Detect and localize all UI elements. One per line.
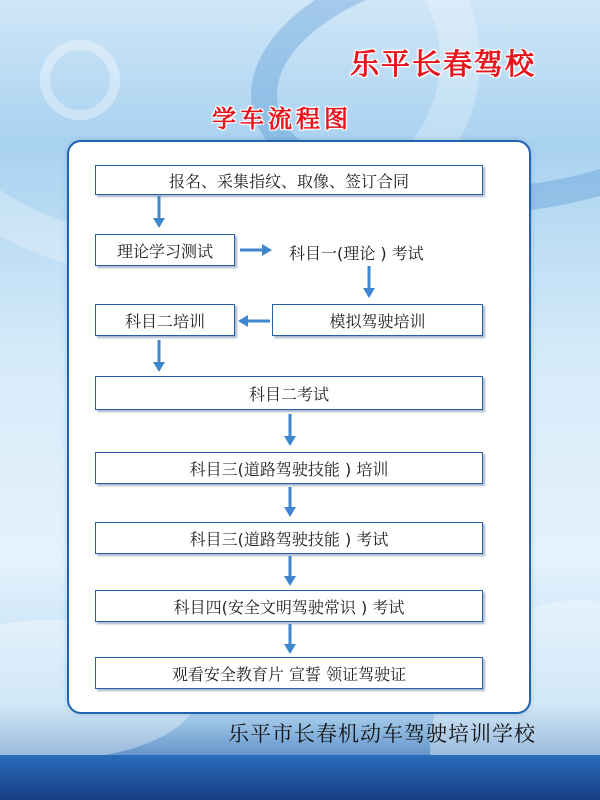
arrow-down-icon bbox=[283, 487, 297, 519]
step-subject4-exam: 科目四(安全文明驾驶常识 ) 考试 bbox=[95, 590, 483, 622]
step-registration: 报名、采集指纹、取像、签订合同 bbox=[95, 165, 483, 195]
step-subject3-exam: 科目三(道路驾驶技能 ) 考试 bbox=[95, 522, 483, 554]
arrow-down-icon bbox=[152, 196, 166, 230]
arrow-down-icon bbox=[283, 556, 297, 588]
step-simulated-driving: 模拟驾驶培训 bbox=[272, 304, 483, 336]
arrow-left-icon bbox=[236, 314, 270, 328]
footer-band bbox=[0, 755, 600, 800]
arrow-right-icon bbox=[240, 243, 274, 257]
footer-school-name: 乐平市长春机动车驾驶培训学校 bbox=[228, 722, 536, 746]
arrow-down-icon bbox=[362, 266, 376, 300]
school-name-header: 乐平长春驾校 bbox=[350, 47, 537, 81]
arrow-down-icon bbox=[283, 624, 297, 656]
step-subject2-exam: 科目二考试 bbox=[95, 376, 483, 410]
step-subject1-exam: 科目一(理论 ) 考试 bbox=[289, 244, 424, 263]
page-title: 学车流程图 bbox=[212, 105, 352, 133]
step-subject2-training: 科目二培训 bbox=[95, 304, 235, 336]
flowchart-panel bbox=[67, 140, 531, 714]
step-theory-study: 理论学习测试 bbox=[95, 234, 235, 266]
arrow-down-icon bbox=[152, 340, 166, 374]
step-subject3-training: 科目三(道路驾驶技能 ) 培训 bbox=[95, 452, 483, 484]
arrow-down-icon bbox=[283, 414, 297, 448]
step-license: 观看安全教育片 宣誓 领证驾驶证 bbox=[95, 657, 483, 689]
